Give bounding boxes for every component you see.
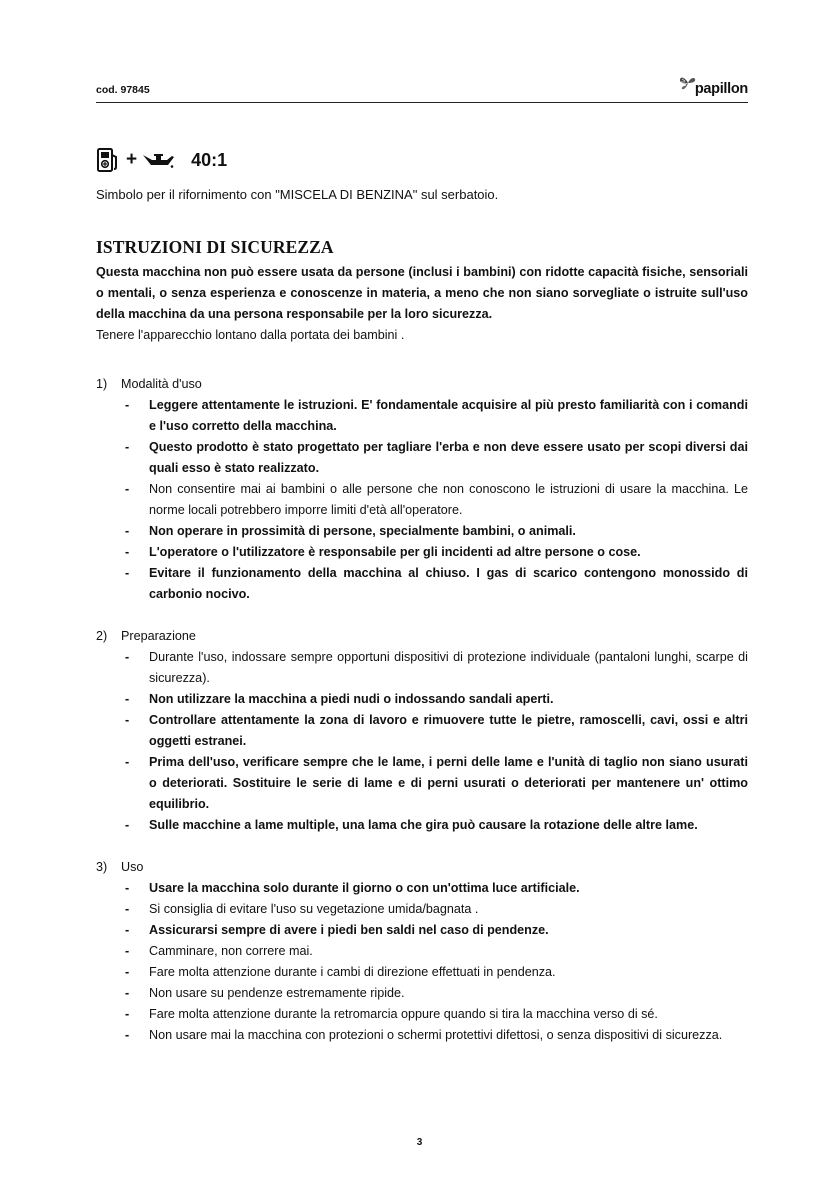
list-item	[96, 752, 748, 815]
list-item-text: Camminare, non correre mai.	[149, 944, 313, 958]
list-item	[96, 395, 748, 437]
list-item-text: Non utilizzare la macchina a piedi nudi o indossando sandali aperti.	[149, 692, 554, 706]
section-uso	[96, 857, 748, 1046]
list-item	[96, 689, 748, 710]
dash-marker: -	[125, 713, 130, 727]
list-item	[96, 647, 748, 689]
list-item-text: Leggere attentamente le istruzioni. E' fondamentale acquisire al più presto familiarità con i comandi e l'uso corretto della macchina.	[149, 398, 748, 433]
section-title: ISTRUZIONI DI SICUREZZA	[96, 237, 334, 257]
plus-sign: +	[126, 149, 138, 170]
list-item	[96, 878, 748, 899]
list-item-text: Evitare il funzionamento della macchina al chiuso. I gas di scarico contengono monossido di carbonio nocivo.	[149, 566, 748, 601]
list-item	[96, 941, 748, 962]
section-heading-label: Modalità d'uso	[121, 377, 202, 391]
dash-marker: -	[125, 965, 130, 979]
section-heading-label: Preparazione	[121, 629, 196, 643]
brand-logo	[679, 76, 748, 96]
list-item-text: Usare la macchina solo durante il giorno o con un'ottima luce artificiale.	[149, 881, 580, 895]
list-item-text: Sulle macchine a lame multiple, una lama che gira può causare la rotazione delle altre lame.	[149, 818, 698, 832]
dash-marker: -	[125, 986, 130, 1000]
list-item-text: Assicurarsi sempre di avere i piedi ben saldi nel caso di pendenze.	[149, 923, 549, 937]
dash-marker: -	[125, 650, 130, 664]
dash-marker: -	[125, 1028, 130, 1042]
section-heading	[96, 857, 748, 878]
section-heading	[96, 374, 748, 395]
dash-marker: -	[125, 755, 130, 769]
section-heading-label: Uso	[121, 860, 144, 874]
dash-marker: -	[125, 566, 130, 580]
dash-marker: -	[125, 398, 130, 412]
dash-marker: -	[125, 524, 130, 538]
list-item-text: Fare molta attenzione durante la retromarcia oppure quando si tira la macchina verso di sé.	[149, 1007, 658, 1021]
list-item	[96, 563, 748, 605]
list-item	[96, 479, 748, 521]
bullet-list	[96, 395, 748, 605]
intro-note: Tenere l'apparecchio lontano dalla portata dei bambini .	[96, 328, 405, 342]
bullet-list	[96, 647, 748, 836]
fuel-tank-icon	[96, 147, 120, 173]
list-item-text: Non usare su pendenze estremamente ripide.	[149, 986, 405, 1000]
list-item-text: Controllare attentamente la zona di lavoro e rimuovere tutte le pietre, ramoscelli, cavi, ossi e altri oggetti estranei.	[149, 713, 748, 748]
fuel-mix-symbol	[96, 146, 227, 174]
dash-marker: -	[125, 881, 130, 895]
list-item-text: Durante l'uso, indossare sempre opportuni dispositivi di protezione individuale (pantaloni lunghi, scarpe di sicurezza).	[149, 650, 748, 685]
dash-marker: -	[125, 545, 130, 559]
section-number: 2)	[96, 629, 108, 643]
list-item-text: Fare molta attenzione durante i cambi di direzione effettuati in pendenza.	[149, 965, 556, 979]
section-number: 1)	[96, 377, 108, 391]
list-item-text: Non consentire mai ai bambini o alle persone che non conoscono le istruzioni di usare la macchina. Le norme locali potrebbero imporre limiti d'età all'operatore.	[149, 482, 748, 517]
dash-marker: -	[125, 923, 130, 937]
intro-block	[96, 262, 748, 346]
fuel-symbol-caption: Simbolo per il rifornimento con "MISCELA DI BENZINA" sul serbatoio.	[96, 187, 499, 202]
dash-marker: -	[125, 482, 130, 496]
list-item	[96, 710, 748, 752]
intro-paragraph: Questa macchina non può essere usata da persone (inclusi i bambini) con ridotte capacità fisiche, sensoriali o mentali, o senza esperienza e conoscenze in materia, a meno che non siano sorvegliate o istruite sull'uso della macchina da una persona responsabile per la loro sicurezza.	[96, 265, 748, 321]
dash-marker: -	[125, 692, 130, 706]
list-item	[96, 815, 748, 836]
bullet-list	[96, 878, 748, 1046]
list-item	[96, 983, 748, 1004]
dash-marker: -	[125, 818, 130, 832]
list-item-text: Non operare in prossimità di persone, specialmente bambini, o animali.	[149, 524, 576, 538]
oil-can-icon	[141, 151, 175, 169]
brand-name: papillon	[694, 80, 748, 97]
dash-marker: -	[125, 1007, 130, 1021]
page-number: 3	[416, 1137, 423, 1148]
list-item-text: Si consiglia di evitare l'uso su vegetazione umida/bagnata .	[149, 902, 479, 916]
dash-marker: -	[125, 944, 130, 958]
list-item-text: Prima dell'uso, verificare sempre che le lame, i perni delle lame e l'unità di taglio non siano usurati o deteriorati. Sostituire le serie di lame e di perni usurati o deteriorati per mantenere un' ottimo equilibrio.	[149, 755, 748, 811]
list-item	[96, 1004, 748, 1025]
section-number: 3)	[96, 860, 108, 874]
list-item-text: Questo prodotto è stato progettato per tagliare l'erba e non deve essere usato per scopi diversi dai quali esso è stato realizzato.	[149, 440, 748, 475]
page-header	[96, 62, 748, 103]
section-preparazione	[96, 626, 748, 836]
list-item	[96, 521, 748, 542]
list-item	[96, 920, 748, 941]
list-item	[96, 1025, 748, 1046]
list-item	[96, 437, 748, 479]
section-modalita-uso	[96, 374, 748, 605]
section-heading	[96, 626, 748, 647]
list-item	[96, 542, 748, 563]
list-item	[96, 899, 748, 920]
list-item-text: L'operatore o l'utilizzatore è responsabile per gli incidenti ad altre persone o cose.	[149, 545, 641, 559]
dash-marker: -	[125, 902, 130, 916]
dash-marker: -	[125, 440, 130, 454]
list-item	[96, 962, 748, 983]
list-item-text: Non usare mai la macchina con protezioni o schermi protettivi difettosi, o senza dispositivi di sicurezza.	[149, 1028, 723, 1042]
mix-ratio: 40:1	[191, 149, 228, 170]
product-code: cod. 97845	[96, 84, 150, 96]
